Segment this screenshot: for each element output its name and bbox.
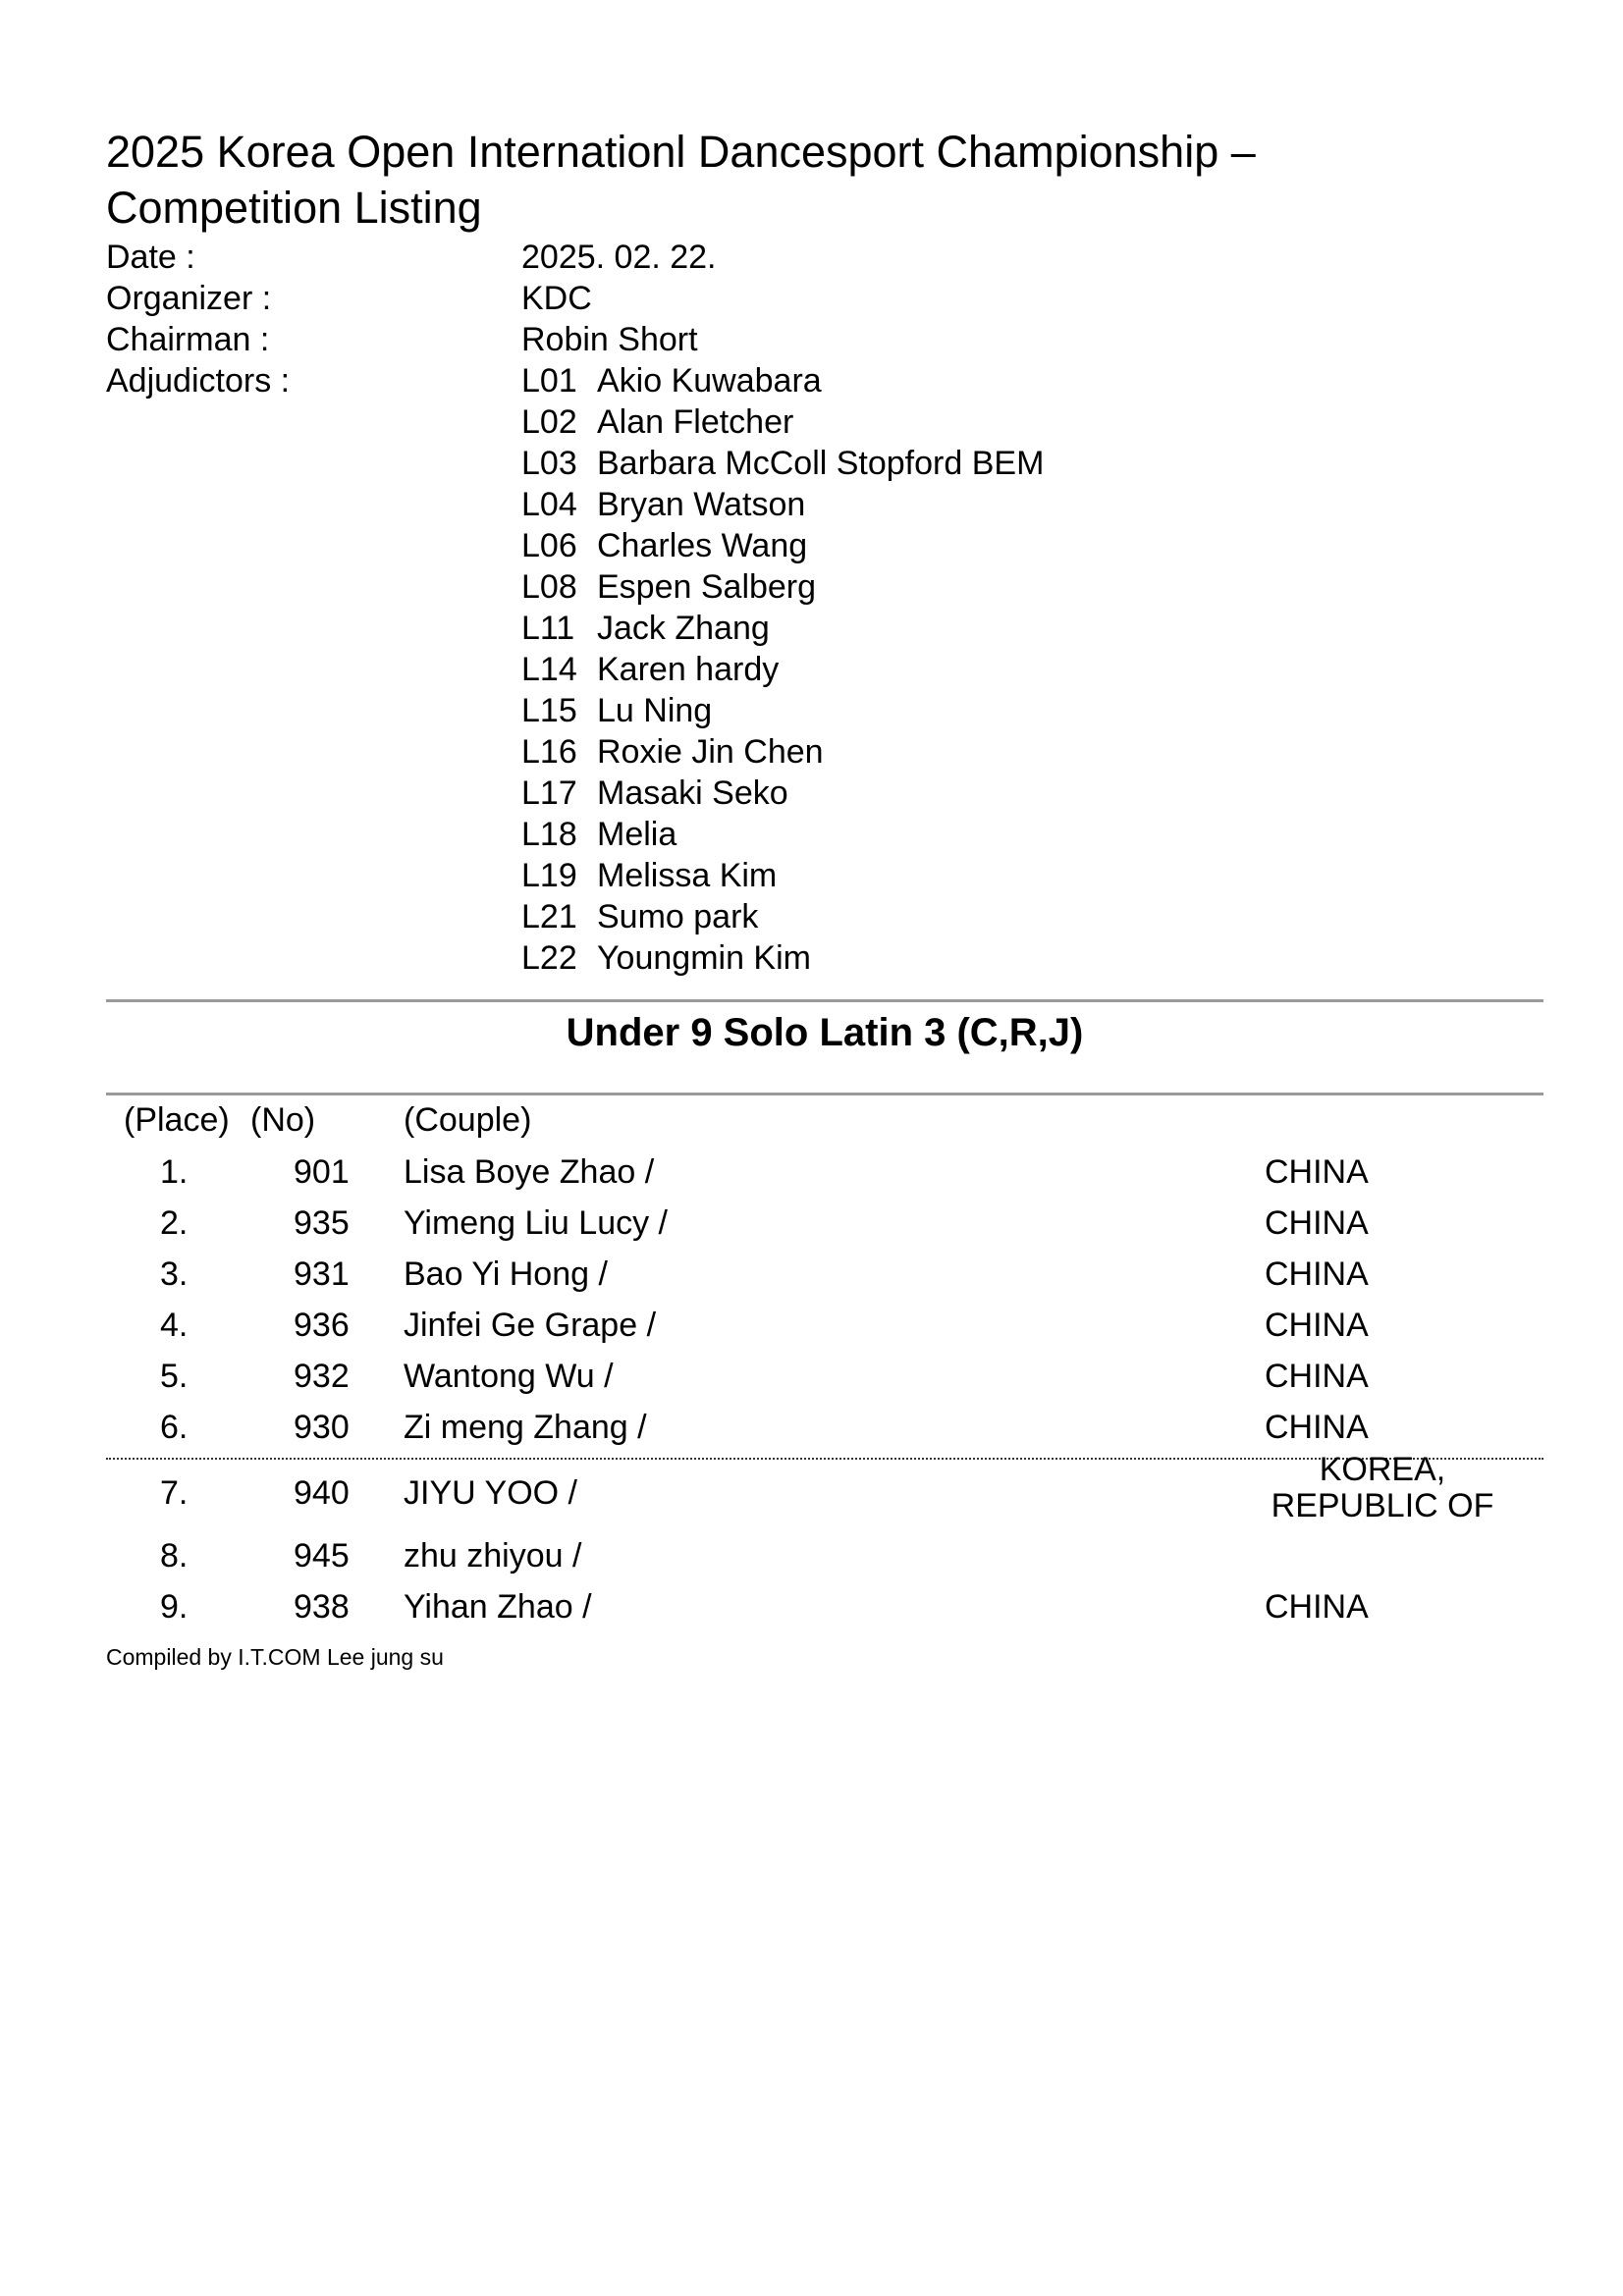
- adjudicator-name: Masaki Seko: [597, 774, 788, 812]
- adjudicator-name: Akio Kuwabara: [597, 362, 822, 400]
- number-cell: 935: [294, 1204, 350, 1242]
- couple-cell: JIYU YOO /: [404, 1474, 577, 1512]
- adjudicator-code: L16: [521, 733, 577, 771]
- adjudicator-code: L03: [521, 445, 577, 482]
- column-header-place: (Place): [124, 1101, 230, 1139]
- adjudicator-name: Melia: [597, 816, 677, 853]
- number-cell: 938: [294, 1588, 350, 1626]
- couple-cell: Lisa Boye Zhao /: [404, 1153, 655, 1191]
- adjudicator-name: Melissa Kim: [597, 857, 778, 894]
- adjudicator-name: Barbara McColl Stopford BEM: [597, 445, 1045, 482]
- adjudicator-code: L22: [521, 939, 577, 977]
- country-cell: CHINA: [1265, 1153, 1369, 1191]
- adjudicator-code: L21: [521, 898, 577, 935]
- adjudicator-name: Roxie Jin Chen: [597, 733, 824, 771]
- place-cell: 3.: [160, 1255, 189, 1293]
- number-cell: 931: [294, 1255, 350, 1293]
- adjudicators-label: Adjudictors :: [106, 362, 291, 400]
- adjudicator-name: Alan Fletcher: [597, 403, 794, 441]
- number-cell: 932: [294, 1358, 350, 1395]
- adjudicator-code: L15: [521, 692, 577, 729]
- country-cell: KOREA, REPUBLIC OF: [1271, 1451, 1494, 1524]
- adjudicator-name: Jack Zhang: [597, 610, 770, 647]
- couple-cell: Jinfei Ge Grape /: [404, 1307, 657, 1344]
- adjudicator-name: Bryan Watson: [597, 486, 806, 523]
- country-cell: CHINA: [1265, 1255, 1369, 1293]
- number-cell: 936: [294, 1307, 350, 1344]
- adjudicator-code: L04: [521, 486, 577, 523]
- couple-cell: Yimeng Liu Lucy /: [404, 1204, 668, 1242]
- adjudicator-name: Charles Wang: [597, 527, 808, 564]
- event-title: Under 9 Solo Latin 3 (C,R,J): [566, 1011, 1084, 1054]
- couple-cell: Zi meng Zhang /: [404, 1409, 647, 1446]
- adjudicator-name: Sumo park: [597, 898, 759, 935]
- adjudicator-name: Karen hardy: [597, 651, 780, 688]
- table-row: [0, 1356, 1623, 1407]
- country-cell: CHINA: [1265, 1409, 1369, 1446]
- place-cell: 9.: [160, 1588, 189, 1626]
- number-cell: 930: [294, 1409, 350, 1446]
- table-row: [0, 1305, 1623, 1356]
- country-cell: CHINA: [1265, 1204, 1369, 1242]
- organizer-label: Organizer :: [106, 280, 272, 317]
- adjudicator-code: L02: [521, 403, 577, 441]
- adjudicator-code: L06: [521, 527, 577, 564]
- table-row: [0, 1586, 1623, 1637]
- table-row: [0, 1202, 1623, 1254]
- column-header-couple: (Couple): [404, 1101, 532, 1139]
- couple-cell: Bao Yi Hong /: [404, 1255, 608, 1293]
- place-cell: 4.: [160, 1307, 189, 1344]
- adjudicator-name: Youngmin Kim: [597, 939, 811, 977]
- place-cell: 8.: [160, 1537, 189, 1575]
- couple-cell: zhu zhiyou /: [404, 1537, 582, 1575]
- number-cell: 945: [294, 1537, 350, 1575]
- date-value: 2025. 02. 22.: [521, 239, 717, 276]
- table-row: [0, 1151, 1623, 1202]
- place-cell: 6.: [160, 1409, 189, 1446]
- section-divider-top: [106, 999, 1543, 1002]
- adjudicator-code: L18: [521, 816, 577, 853]
- adjudicator-code: L17: [521, 774, 577, 812]
- adjudicator-name: Lu Ning: [597, 692, 713, 729]
- adjudicator-code: L01: [521, 362, 577, 400]
- couple-cell: Yihan Zhao /: [404, 1588, 592, 1626]
- adjudicator-code: L08: [521, 568, 577, 606]
- place-cell: 7.: [160, 1474, 189, 1512]
- country-cell: CHINA: [1265, 1358, 1369, 1395]
- section-divider-bottom: [106, 1093, 1543, 1095]
- table-row: [0, 1254, 1623, 1305]
- adjudicator-code: L14: [521, 651, 577, 688]
- column-header-no: (No): [250, 1101, 316, 1139]
- adjudicator-code: L19: [521, 857, 577, 894]
- place-cell: 5.: [160, 1358, 189, 1395]
- adjudicator-name: Espen Salberg: [597, 568, 817, 606]
- place-cell: 2.: [160, 1204, 189, 1242]
- country-cell: CHINA: [1265, 1307, 1369, 1344]
- organizer-value: KDC: [521, 280, 592, 317]
- country-cell: CHINA: [1265, 1588, 1369, 1626]
- chairman-value: Robin Short: [521, 321, 698, 358]
- table-row: [0, 1535, 1623, 1586]
- page-title: 2025 Korea Open Internationl Dancesport Championship – Competition Listing: [106, 127, 1256, 233]
- chairman-label: Chairman :: [106, 321, 270, 358]
- date-label: Date :: [106, 239, 195, 276]
- number-cell: 940: [294, 1474, 350, 1512]
- adjudicator-code: L11: [521, 610, 575, 647]
- place-cell: 1.: [160, 1153, 189, 1191]
- couple-cell: Wantong Wu /: [404, 1358, 614, 1395]
- number-cell: 901: [294, 1153, 350, 1191]
- compiled-by-footer: Compiled by I.T.COM Lee jung su: [106, 1644, 444, 1670]
